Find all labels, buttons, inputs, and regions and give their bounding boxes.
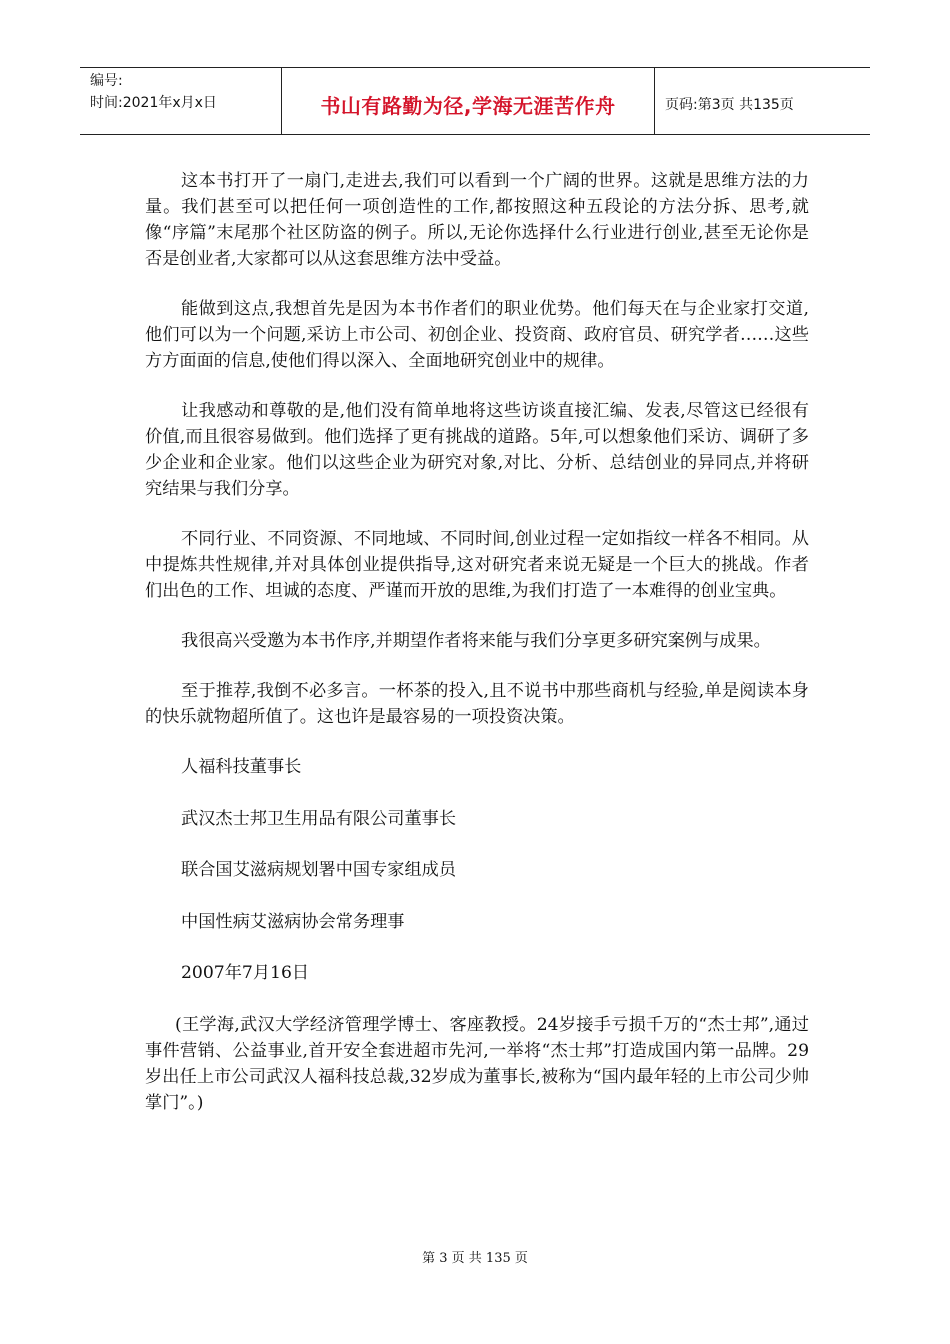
body-paragraph: 让我感动和尊敬的是,他们没有简单地将这些访谈直接汇编、发表,尽管这已经很有价值,而且很容易做到。他们选择了更有挑战的道路。5年,可以想象他们采访、调研了多少企业和企业家。他们以这些企业为研究对象,对比、分析、总结创业的异同点,并将研究结果与我们分享。 [145,401,809,499]
body-paragraph: 至于推荐,我倒不必多言。一杯茶的投入,且不说书中那些商机与经验,单是阅读本身的快乐就物超所值了。这也许是最容易的一项投资决策。 [145,681,809,727]
signature-title: 中国性病艾滋病协会常务理事 [181,911,405,932]
signature-title: 武汉杰士邦卫生用品有限公司董事长 [181,808,457,829]
header-meta [80,68,282,134]
document-time-label: 时间:2021年x月x日 [90,95,217,111]
page-header [80,67,870,135]
body-paragraph: 不同行业、不同资源、不同地域、不同时间,创业过程一定如指纹一样各不相同。从中提炼共性规律,并对具体创业提供指导,这对研究者来说无疑是一个巨大的挑战。作者们出色的工作、坦诚的态度、严谨而开放的思维,为我们打造了一本难得的创业宝典。 [145,529,809,601]
body-paragraph: 这本书打开了一扇门,走进去,我们可以看到一个广阔的世界。这就是思维方法的力量。我们甚至可以把任何一项创造性的工作,都按照这种五段论的方法分拆、思考,就像“序篇”末尾那个社区防盗的例子。所以,无论你选择什么行业进行创业,甚至无论你是否是创业者,大家都可以从这套思维方法中受益。 [145,171,809,269]
header-motto: 书山有路勤为径,学海无涯苦作舟 [282,68,655,134]
body-paragraph: 我很高兴受邀为本书作序,并期望作者将来能与我们分享更多研究案例与成果。 [181,631,771,651]
document-number-label: 编号: [90,73,123,89]
document-body [145,168,809,1116]
signature-date: 2007年7月16日 [181,963,310,983]
body-paragraph: 能做到这点,我想首先是因为本书作者们的职业优势。他们每天在与企业家打交道,他们可以为一个问题,采访上市公司、初创企业、投资商、政府官员、研究学者……这些方方面面的信息,使他们得以深入、全面地研究创业中的规律。 [145,299,809,371]
signature-title: 人福科技董事长 [181,757,302,777]
page-footer: 第 3 页 共 135 页 [422,1251,528,1266]
header-page-label: 页码:第3页 共135页 [665,97,794,113]
author-bio: (王学海,武汉大学经济管理学博士、客座教授。24岁接手亏损千万的“杰士邦”,通过事件营销、公益事业,首开安全套进超市先河,一举将“杰士邦”打造成国内第一品牌。29岁出任上市公司武汉人福科技总裁,32岁成为董事长,被称为“国内最年轻的上市公司少帅掌门”。) [145,1014,809,1113]
signature-title: 联合国艾滋病规划署中国专家组成员 [181,860,457,880]
